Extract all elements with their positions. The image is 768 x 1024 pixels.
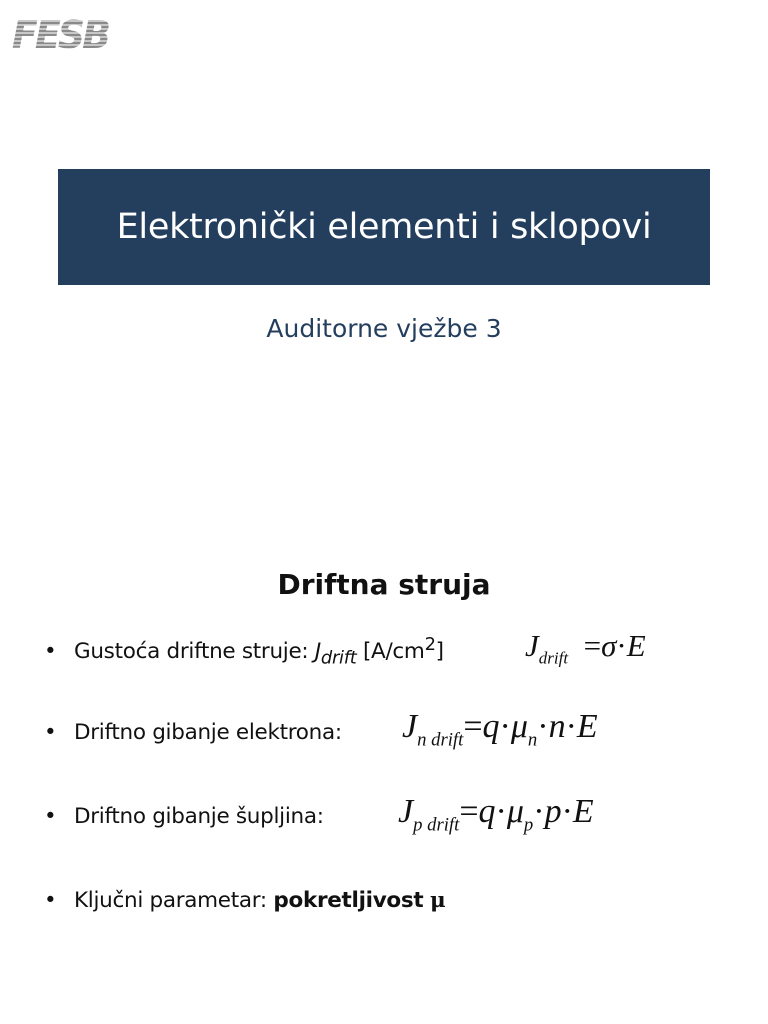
bullet-hole-drift — [44, 804, 324, 829]
eq-dot: · — [495, 793, 507, 830]
eq-mobility: μ — [510, 708, 528, 745]
symbol-j: J — [314, 639, 321, 665]
slide-subtitle: Auditorne vježbe 3 — [266, 314, 502, 343]
mobility-symbol: μ — [429, 888, 446, 913]
eq-mobility: μ — [506, 793, 524, 830]
eq-dot: · — [533, 793, 545, 830]
eq-carrier-concentration: p — [544, 793, 562, 830]
bullet-label: Ključni parametar: — [74, 888, 274, 913]
bullet-marker: • — [44, 720, 57, 745]
mobility-term: pokretljivost — [273, 888, 424, 913]
eq-equals: = — [459, 793, 479, 830]
eq-carrier-concentration: n — [548, 708, 566, 745]
bullet-marker: • — [44, 888, 57, 913]
eq-equals: = — [583, 628, 602, 663]
eq-dot: · — [616, 628, 627, 663]
eq-dot: · — [561, 793, 573, 830]
eq-field: E — [626, 628, 646, 663]
eq-lhs: J — [398, 793, 414, 830]
unit-exponent: 2 — [424, 634, 436, 655]
unit-close: ] — [435, 639, 444, 665]
eq-equals: = — [463, 708, 483, 745]
bullet-label: Driftno gibanje šupljina: — [74, 804, 324, 829]
svg-text:FESB: FESB — [11, 13, 109, 54]
bullet-label: Gustoća driftne struje: — [74, 639, 315, 665]
equation-drift-density — [525, 628, 646, 669]
bullet-label: Driftno gibanje elektrona: — [74, 720, 342, 745]
bullet-marker: • — [44, 804, 57, 829]
title-banner — [58, 169, 710, 285]
bullet-marker: • — [44, 639, 57, 665]
eq-mobility-subscript: p — [523, 814, 534, 836]
bullet-current-density — [44, 634, 444, 668]
eq-dot: · — [537, 708, 549, 745]
eq-dot: · — [499, 708, 511, 745]
eq-charge: q — [482, 708, 500, 745]
equation-hole-drift — [398, 793, 594, 836]
eq-lhs-subscript: p drift — [413, 814, 460, 836]
bullet-electron-drift — [44, 720, 342, 745]
eq-field: E — [576, 708, 598, 745]
eq-lhs: J — [402, 708, 418, 745]
unit-open: [A/cm — [356, 639, 425, 665]
eq-lhs-subscript: n drift — [417, 729, 464, 751]
eq-mobility-subscript: n — [527, 729, 538, 751]
section-heading: Driftna struja — [277, 568, 491, 601]
equation-electron-drift — [402, 708, 598, 751]
symbol-subscript: drift — [320, 647, 357, 669]
eq-lhs: J — [525, 628, 539, 663]
eq-dot: · — [565, 708, 577, 745]
fesb-logo — [10, 10, 112, 54]
eq-lhs-subscript: drift — [538, 648, 569, 668]
slide-title: Elektronički elementi i sklopovi — [116, 207, 652, 247]
eq-sigma: σ — [601, 628, 617, 663]
bullet-key-parameter — [44, 888, 445, 913]
eq-charge: q — [478, 793, 496, 830]
eq-field: E — [572, 793, 594, 830]
